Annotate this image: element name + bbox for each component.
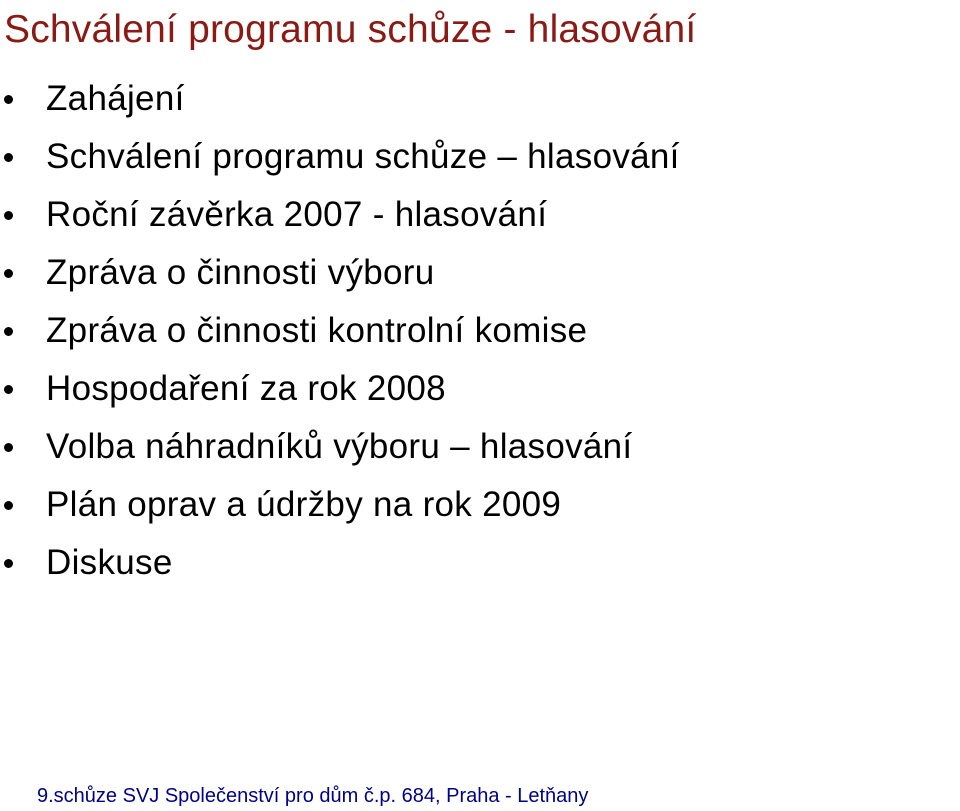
bullet-icon: [4, 211, 13, 220]
bullet-icon: [4, 501, 13, 510]
slide-footer: 9.schůze SVJ Společenství pro dům č.p. 684, Praha - Letňany: [37, 785, 589, 807]
bullet-icon: [4, 269, 13, 278]
bullet-icon: [4, 327, 13, 336]
list-item-text: Zpráva o činnosti výboru: [46, 253, 435, 292]
bullet-icon: [4, 385, 13, 394]
bullet-icon: [4, 95, 13, 104]
list-item-text: Plán oprav a údržby na rok 2009: [46, 485, 562, 524]
bullet-icon: [4, 153, 13, 162]
list-item-text: Diskuse: [46, 543, 173, 582]
list-item-text: Schválení programu schůze – hlasování: [46, 137, 680, 176]
list-item-text: Zpráva o činnosti kontrolní komise: [46, 311, 588, 350]
list-item-text: Hospodaření za rok 2008: [46, 369, 446, 408]
list-item-text: Volba náhradníků výboru – hlasování: [46, 427, 633, 466]
slide-title: Schválení programu schůze - hlasování: [4, 8, 697, 51]
bullet-icon: [4, 443, 13, 452]
bullet-icon: [4, 559, 13, 568]
list-item-text: Zahájení: [46, 79, 185, 118]
list-item-text: Roční závěrka 2007 - hlasování: [46, 195, 548, 234]
